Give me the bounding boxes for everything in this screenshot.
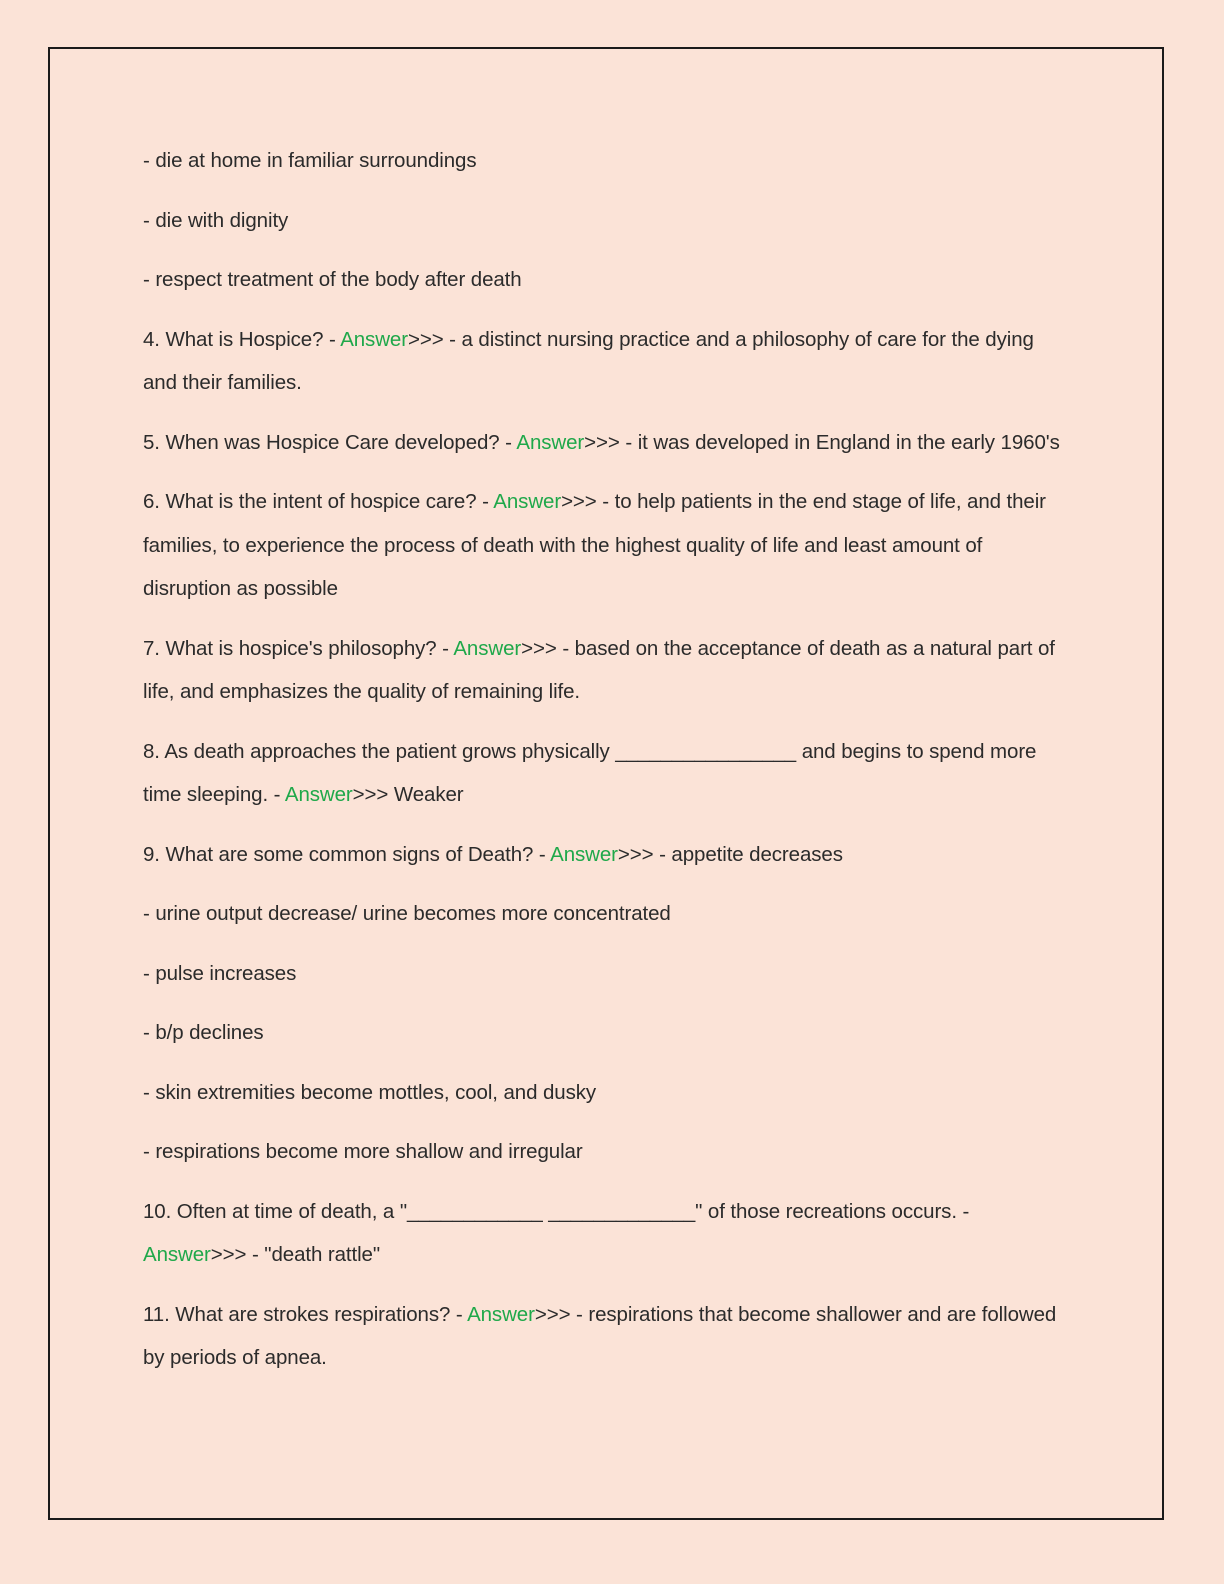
bullet-text: - respirations become more shallow and irregular: [143, 1140, 583, 1163]
answer-label: Answer: [453, 636, 522, 660]
question-text: 10. Often at time of death, a "____________ _____________" of those recreations occurs. -: [143, 1199, 970, 1223]
question-text: 7. What is hospice's philosophy? -: [143, 636, 454, 660]
answer-marker: >>>: [584, 430, 620, 454]
answer-text: - "death rattle": [246, 1243, 381, 1266]
answer-label: Answer: [143, 1243, 211, 1266]
bullet-line: [143, 139, 1073, 183]
bullet-text: - urine output decrease/ urine becomes more concentrated: [143, 902, 671, 925]
bullet-line: [143, 258, 1073, 302]
bullet-text: - skin extremities become mottles, cool, and dusky: [143, 1080, 597, 1104]
answer-text: - a distinct nursing practice and a philosophy of care for the dying and their families.: [143, 327, 1034, 394]
answer-marker: >>>: [561, 490, 597, 513]
document-body: [143, 139, 1073, 1396]
bullet-text: - respect treatment of the body after death: [143, 268, 522, 291]
question-text: 8. As death approaches the patient grows physically ________________ and begins to spend more time sleeping. -: [143, 739, 1037, 806]
bullet-text: - die at home in familiar surroundings: [143, 149, 477, 172]
answer-text: Weaker: [388, 783, 464, 806]
answer-marker: >>>: [521, 636, 557, 660]
answer-marker: >>>: [534, 1302, 571, 1326]
answer-marker: >>>: [352, 783, 389, 806]
answer-text: - to help patients in the end stage of life, and their families, to experience the process of death with the highest quality of life and least amount of disruption as possible: [143, 490, 1046, 600]
qa-item-5: [143, 421, 1073, 465]
answer-text: - respirations that become shallower and are followed by periods of apnea.: [143, 1302, 1057, 1369]
question-text: 5. When was Hospice Care developed? -: [143, 430, 517, 454]
question-text: 11. What are strokes respirations? -: [143, 1302, 468, 1326]
qa-item-8: [143, 730, 1073, 817]
answer-marker: >>>: [210, 1243, 247, 1266]
question-text: 9. What are some common signs of Death? -: [143, 842, 551, 866]
answer-text: - based on the acceptance of death as a natural part of life, and emphasizes the quality of remaining life.: [143, 636, 1055, 703]
qa-item-4: [143, 318, 1073, 405]
answer-label: Answer: [284, 783, 353, 806]
answer-label: Answer: [467, 1302, 535, 1326]
bullet-line: [143, 1011, 1073, 1055]
answer-label: Answer: [340, 327, 408, 351]
answer-marker: >>>: [407, 327, 444, 351]
qa-item-9: [143, 833, 1073, 877]
bullet-line: [143, 1071, 1073, 1115]
bullet-text: - die with dignity: [143, 208, 289, 232]
qa-item-10: [143, 1190, 1073, 1277]
answer-text: - it was developed in England in the early 1960's: [619, 430, 1060, 454]
bullet-line: [143, 892, 1073, 936]
answer-marker: >>>: [617, 842, 654, 866]
qa-item-6: [143, 480, 1073, 611]
answer-label: Answer: [516, 430, 585, 454]
answer-label: Answer: [550, 842, 618, 866]
bullet-line: [143, 199, 1073, 243]
question-text: 4. What is Hospice? -: [143, 327, 341, 351]
answer-label: Answer: [493, 490, 562, 513]
bullet-text: - b/p declines: [143, 1021, 264, 1044]
qa-item-11: [143, 1293, 1073, 1380]
question-text: 6. What is the intent of hospice care? -: [143, 490, 494, 513]
qa-item-7: [143, 627, 1073, 714]
answer-text: - appetite decreases: [653, 842, 843, 866]
bullet-line: [143, 1130, 1073, 1174]
bullet-text: - pulse increases: [143, 961, 297, 985]
bullet-line: [143, 952, 1073, 996]
